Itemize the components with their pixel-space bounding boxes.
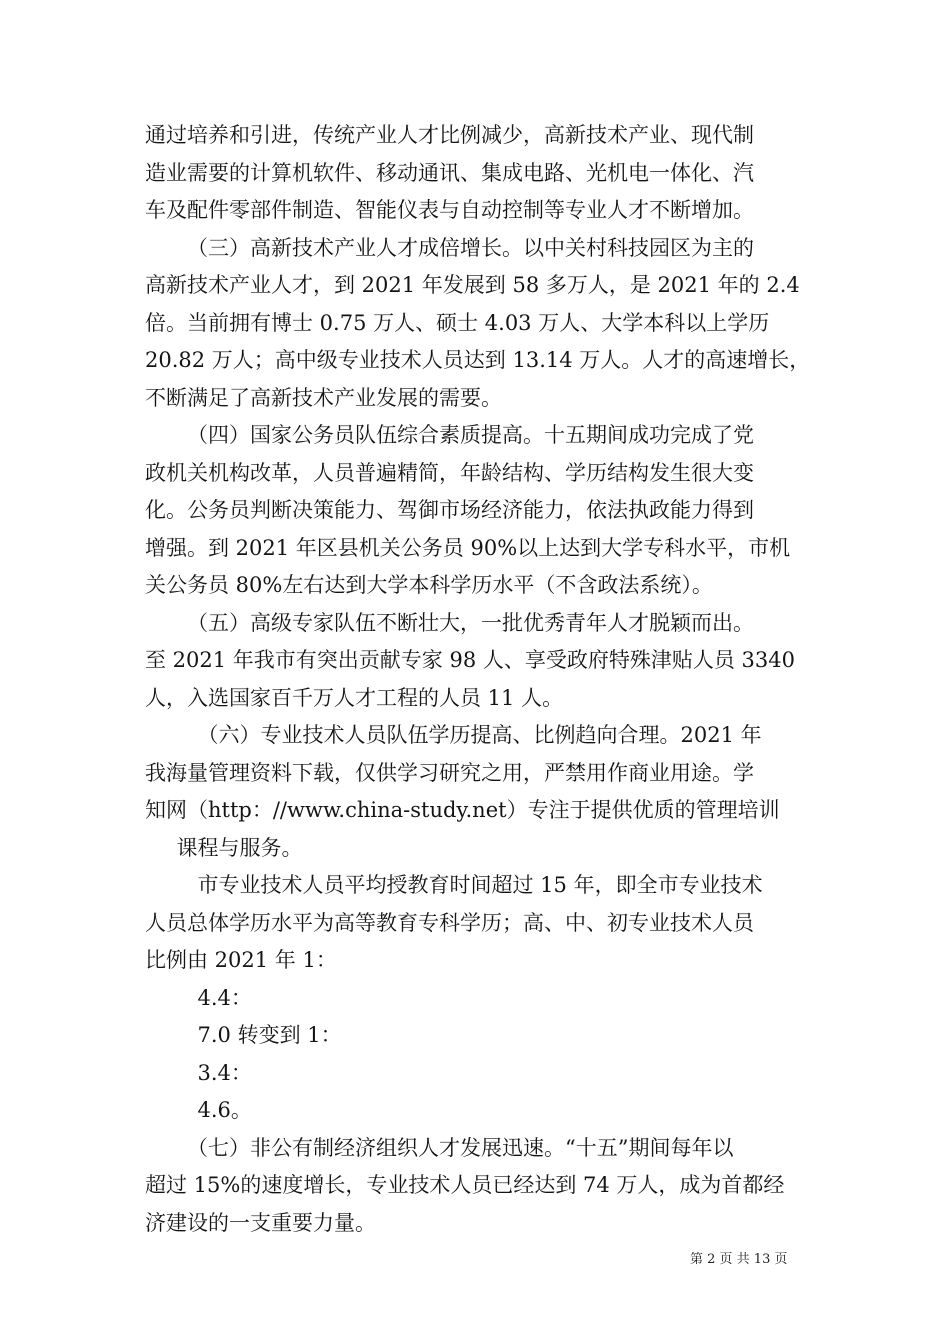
- text-line: （五）高级专家队伍不断壮大，一批优秀青年人才脱颖而出。: [187, 610, 754, 635]
- text-line: （三）高新技术产业人才成倍增长。以中关村科技园区为主的: [187, 235, 754, 260]
- text-line: 关公务员 80%左右达到大学本科学历水平（不含政法系统）。: [145, 573, 713, 597]
- text-line: 化。公务员判断决策能力、驾御市场经济能力，依法执政能力得到: [145, 498, 754, 522]
- text-line: （七）非公有制经济组织人才发展迅速。“十五”期间每年以: [187, 1135, 734, 1160]
- paragraph-section-3: [145, 230, 810, 418]
- paragraph-section-4: [145, 417, 810, 605]
- text-line: 造业需要的计算机软件、移动通讯、集成电路、光机电一体化、汽: [145, 160, 754, 185]
- text-line: 课程与服务。: [176, 835, 303, 860]
- text-line: 超过 15%的速度增长，专业技术人员已经达到 74 万人，成为首都经: [145, 1173, 785, 1197]
- paragraph-section-7: [145, 1130, 810, 1243]
- text-line: 济建设的一支重要力量。: [145, 1210, 376, 1235]
- text-line: 通过培养和引进，传统产业人才比例减少，高新技术产业、现代制: [145, 123, 754, 147]
- paragraph-ratio-c: [145, 1055, 810, 1093]
- text-line: 不断满足了高新技术产业发展的需要。: [145, 385, 502, 410]
- page-number-footer: 第 2 页 共 13 页: [690, 1252, 788, 1267]
- text-line: 人员总体学历水平为高等教育专科学历；高、中、初专业技术人员: [145, 910, 754, 935]
- paragraph-section-5: [145, 605, 810, 718]
- text-line: （四）国家公务员队伍综合素质提高。十五期间成功完成了党: [187, 423, 754, 447]
- text-line: 增强。到 2021 年区县机关公务员 90%以上达到大学专科水平，市机: [145, 535, 791, 560]
- text-line: 我海量管理资料下载，仅供学习研究之用，严禁用作商业用途。学: [145, 760, 754, 785]
- text-line: 倍。当前拥有博士 0.75 万人、硕士 4.03 万人、大学本科以上学历: [145, 310, 770, 335]
- text-line: 至 2021 年我市有突出贡献专家 98 人、享受政府特殊津贴人员 3340: [145, 648, 795, 672]
- paragraph-talent-structure: [145, 117, 810, 230]
- text-line: 4.4：: [197, 985, 252, 1010]
- text-line: 车及配件零部件制造、智能仪表与自动控制等专业人才不断增加。: [145, 198, 754, 222]
- text-line: 20.82 万人；高中级专业技术人员达到 13.14 万人。人才的高速增长，: [145, 348, 811, 372]
- text-line: 人，入选国家百千万人才工程的人员 11 人。: [145, 685, 564, 710]
- paragraph-ratio-b: [145, 1017, 810, 1055]
- text-line: 政机关机构改革，人员普遍精简，年龄结构、学历结构发生很大变: [145, 460, 754, 485]
- paragraph-section-6: [145, 717, 810, 830]
- text-line: 比例由 2021 年 1：: [145, 948, 337, 972]
- text-line: 3.4：: [197, 1060, 252, 1085]
- paragraph-ratio-d: [145, 1092, 810, 1130]
- text-line: 高新技术产业人才，到 2021 年发展到 58 多万人，是 2021 年的 2.4: [145, 273, 800, 297]
- text-line: 4.6。: [197, 1098, 252, 1122]
- text-line: 7.0 转变到 1：: [197, 1023, 342, 1047]
- text-line: 知网（http：//www.china-study.net）专注于提供优质的管理培训: [145, 798, 780, 822]
- text-line: （六）专业技术人员队伍学历提高、比例趋向合理。2021 年: [197, 723, 762, 747]
- text-line: 市专业技术人员平均授教育时间超过 15 年，即全市专业技术: [197, 873, 763, 897]
- document-body: [145, 117, 810, 1242]
- paragraph-course-service: [145, 830, 810, 868]
- paragraph-education-years: [145, 867, 810, 980]
- paragraph-ratio-a: [145, 980, 810, 1018]
